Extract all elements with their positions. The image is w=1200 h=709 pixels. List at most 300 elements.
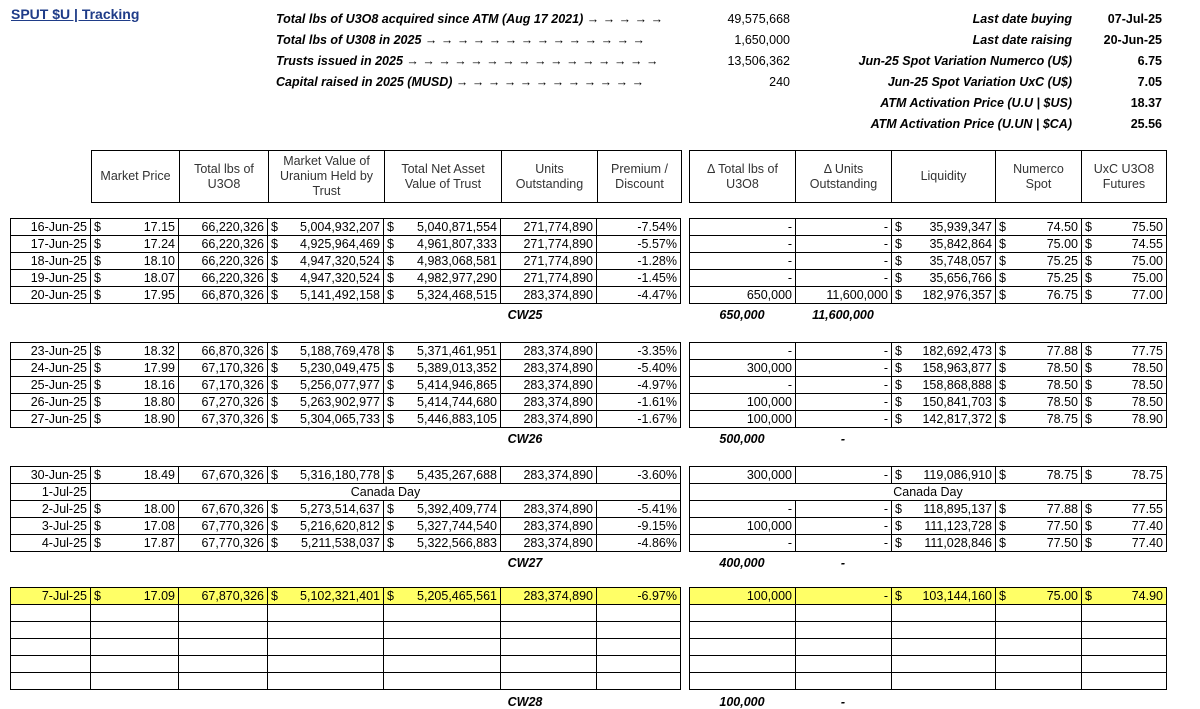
total-lbs-cell[interactable]: 66,220,326 <box>179 270 268 287</box>
market-value-cell[interactable] <box>268 270 384 287</box>
units-cell[interactable]: 283,374,890 <box>501 377 597 394</box>
delta-lbs-cell[interactable]: 650,000 <box>690 287 796 304</box>
holiday-cell[interactable]: Canada Day <box>690 484 1167 501</box>
total-lbs-cell[interactable]: 67,170,326 <box>179 360 268 377</box>
right-summary-value[interactable]: 07-Jul-25 <box>1107 12 1162 26</box>
nav-cell-value: 5,414,744,680 <box>417 395 497 409</box>
nav-cell-value: 5,205,465,561 <box>417 589 497 603</box>
date-cell[interactable]: 30-Jun-25 <box>11 467 91 484</box>
numerco-spot-cell[interactable] <box>996 343 1082 360</box>
delta-units-cell[interactable]: - <box>796 588 892 605</box>
empty-cell[interactable] <box>91 605 179 622</box>
empty-cell[interactable] <box>597 622 681 639</box>
empty-cell[interactable] <box>91 622 179 639</box>
units-cell[interactable]: 283,374,890 <box>501 588 597 605</box>
date-cell[interactable]: 3-Jul-25 <box>11 518 91 535</box>
total-lbs-cell[interactable]: 67,870,326 <box>179 588 268 605</box>
currency-symbol: $ <box>999 344 1006 358</box>
premium-cell[interactable]: -1.28% <box>597 253 681 270</box>
market-price-cell[interactable] <box>91 236 179 253</box>
delta-col-header-0: Δ Total lbs of U3O8 <box>690 151 796 203</box>
right-summary-value[interactable]: 20-Jun-25 <box>1103 33 1162 47</box>
delta-lbs-cell[interactable]: - <box>690 377 796 394</box>
delta-units-cell[interactable]: - <box>796 253 892 270</box>
nav-cell[interactable] <box>384 343 501 360</box>
empty-cell[interactable] <box>597 673 681 690</box>
empty-cell[interactable] <box>501 622 597 639</box>
numerco-spot-cell-value: 77.88 <box>1046 344 1078 358</box>
total-lbs-cell[interactable]: 67,670,326 <box>179 467 268 484</box>
summary-value[interactable]: 240 <box>769 75 790 89</box>
empty-cell[interactable] <box>796 622 892 639</box>
empty-cell[interactable] <box>11 622 91 639</box>
delta-units-cell[interactable]: - <box>796 501 892 518</box>
uxc-futures-cell[interactable] <box>1082 270 1167 287</box>
table-row <box>11 605 681 622</box>
market-price-cell[interactable] <box>91 343 179 360</box>
currency-symbol: $ <box>271 237 278 251</box>
uxc-futures-cell-value: 77.75 <box>1131 344 1163 358</box>
units-cell[interactable]: 271,774,890 <box>501 219 597 236</box>
nav-cell[interactable] <box>384 219 501 236</box>
market-price-cell-value: 18.07 <box>143 271 175 285</box>
nav-cell[interactable] <box>384 394 501 411</box>
market-value-cell-value: 5,304,065,733 <box>300 412 380 426</box>
delta-table-week-CW28 <box>689 587 1167 690</box>
units-cell[interactable]: 271,774,890 <box>501 270 597 287</box>
empty-cell[interactable] <box>179 622 268 639</box>
total-lbs-cell[interactable]: 67,370,326 <box>179 411 268 428</box>
empty-cell[interactable] <box>796 639 892 656</box>
empty-cell[interactable] <box>11 656 91 673</box>
premium-cell[interactable]: -1.45% <box>597 270 681 287</box>
market-value-cell[interactable] <box>268 467 384 484</box>
delta-units-cell[interactable]: - <box>796 394 892 411</box>
empty-cell[interactable] <box>1082 673 1167 690</box>
numerco-spot-cell[interactable] <box>996 501 1082 518</box>
numerco-spot-cell[interactable] <box>996 236 1082 253</box>
empty-cell[interactable] <box>501 656 597 673</box>
date-cell[interactable]: 7-Jul-25 <box>11 588 91 605</box>
numerco-spot-cell[interactable] <box>996 287 1082 304</box>
uxc-futures-cell[interactable] <box>1082 360 1167 377</box>
total-lbs-cell[interactable]: 67,170,326 <box>179 377 268 394</box>
empty-cell[interactable] <box>1082 656 1167 673</box>
delta-lbs-cell[interactable]: 300,000 <box>690 467 796 484</box>
empty-cell[interactable] <box>11 639 91 656</box>
market-price-cell-value: 18.00 <box>143 502 175 516</box>
liquidity-cell[interactable] <box>892 343 996 360</box>
market-value-cell[interactable] <box>268 518 384 535</box>
market-price-cell[interactable] <box>91 360 179 377</box>
table-row <box>11 501 681 518</box>
date-cell[interactable]: 23-Jun-25 <box>11 343 91 360</box>
empty-cell[interactable] <box>690 639 796 656</box>
date-cell[interactable]: 20-Jun-25 <box>11 287 91 304</box>
empty-cell[interactable] <box>268 605 384 622</box>
empty-cell[interactable] <box>91 639 179 656</box>
empty-cell[interactable] <box>996 656 1082 673</box>
delta-lbs-cell[interactable]: - <box>690 535 796 552</box>
nav-cell-value: 4,982,977,290 <box>417 271 497 285</box>
delta-table-week-CW25 <box>689 218 1167 304</box>
premium-cell[interactable]: -7.54% <box>597 219 681 236</box>
delta-units-cell[interactable]: - <box>796 236 892 253</box>
table-row <box>11 377 681 394</box>
nav-cell[interactable] <box>384 270 501 287</box>
total-lbs-cell[interactable]: 66,870,326 <box>179 287 268 304</box>
date-cell[interactable]: 25-Jun-25 <box>11 377 91 394</box>
premium-cell[interactable]: -1.61% <box>597 394 681 411</box>
nav-cell[interactable] <box>384 360 501 377</box>
uxc-futures-cell[interactable] <box>1082 236 1167 253</box>
empty-cell[interactable] <box>796 656 892 673</box>
uxc-futures-cell[interactable] <box>1082 467 1167 484</box>
currency-symbol: $ <box>1085 502 1092 516</box>
currency-symbol: $ <box>1085 468 1092 482</box>
empty-cell[interactable] <box>384 656 501 673</box>
empty-cell[interactable] <box>892 656 996 673</box>
date-cell[interactable]: 27-Jun-25 <box>11 411 91 428</box>
market-value-cell[interactable] <box>268 501 384 518</box>
empty-cell[interactable] <box>91 656 179 673</box>
units-cell[interactable]: 271,774,890 <box>501 253 597 270</box>
market-value-cell-value: 5,211,538,037 <box>300 536 380 550</box>
table-row <box>11 394 681 411</box>
empty-cell[interactable] <box>690 673 796 690</box>
empty-cell[interactable] <box>892 639 996 656</box>
market-price-cell[interactable] <box>91 253 179 270</box>
market-price-cell[interactable] <box>91 219 179 236</box>
table-row <box>11 518 681 535</box>
total-lbs-cell[interactable]: 67,770,326 <box>179 518 268 535</box>
empty-cell[interactable] <box>796 605 892 622</box>
liquidity-cell[interactable] <box>892 588 996 605</box>
uxc-futures-cell-value: 78.50 <box>1131 378 1163 392</box>
numerco-spot-cell-value: 78.50 <box>1046 378 1078 392</box>
empty-cell[interactable] <box>690 656 796 673</box>
liquidity-cell[interactable] <box>892 467 996 484</box>
uxc-futures-cell[interactable] <box>1082 394 1167 411</box>
delta-units-cell[interactable]: - <box>796 360 892 377</box>
week-total-lbs: 100,000 <box>719 694 765 709</box>
empty-cell[interactable] <box>796 673 892 690</box>
delta-units-cell[interactable]: - <box>796 219 892 236</box>
date-cell[interactable]: 17-Jun-25 <box>11 236 91 253</box>
premium-cell[interactable]: -3.35% <box>597 343 681 360</box>
date-cell[interactable]: 2-Jul-25 <box>11 501 91 518</box>
uxc-futures-cell[interactable] <box>1082 219 1167 236</box>
market-price-cell[interactable] <box>91 467 179 484</box>
empty-cell[interactable] <box>501 673 597 690</box>
empty-cell[interactable] <box>384 605 501 622</box>
delta-units-cell[interactable]: - <box>796 411 892 428</box>
uxc-futures-cell[interactable] <box>1082 343 1167 360</box>
delta-lbs-cell[interactable]: - <box>690 501 796 518</box>
empty-cell[interactable] <box>268 639 384 656</box>
delta-lbs-cell[interactable]: - <box>690 236 796 253</box>
liquidity-cell[interactable] <box>892 394 996 411</box>
premium-cell[interactable]: -5.57% <box>597 236 681 253</box>
sheet-title[interactable]: SPUT $U | Tracking <box>11 6 140 22</box>
delta-units-cell[interactable]: - <box>796 343 892 360</box>
liquidity-cell[interactable] <box>892 253 996 270</box>
currency-symbol: $ <box>271 468 278 482</box>
delta-lbs-cell[interactable]: 300,000 <box>690 360 796 377</box>
right-summary-value[interactable]: 7.05 <box>1137 75 1162 89</box>
empty-cell[interactable] <box>996 639 1082 656</box>
nav-cell[interactable] <box>384 236 501 253</box>
empty-cell[interactable] <box>597 605 681 622</box>
empty-cell[interactable] <box>268 622 384 639</box>
market-value-cell[interactable] <box>268 287 384 304</box>
currency-symbol: $ <box>387 395 394 409</box>
delta-lbs-cell[interactable]: - <box>690 219 796 236</box>
delta-units-cell[interactable]: - <box>796 270 892 287</box>
units-cell[interactable]: 283,374,890 <box>501 394 597 411</box>
date-cell[interactable]: 4-Jul-25 <box>11 535 91 552</box>
market-price-cell[interactable] <box>91 287 179 304</box>
delta-units-cell[interactable]: - <box>796 377 892 394</box>
empty-cell[interactable] <box>996 673 1082 690</box>
delta-lbs-cell[interactable]: 100,000 <box>690 411 796 428</box>
liquidity-cell[interactable] <box>892 501 996 518</box>
date-cell[interactable]: 19-Jun-25 <box>11 270 91 287</box>
units-cell[interactable]: 283,374,890 <box>501 360 597 377</box>
nav-cell[interactable] <box>384 411 501 428</box>
date-cell[interactable]: 18-Jun-25 <box>11 253 91 270</box>
market-price-cell[interactable] <box>91 270 179 287</box>
right-summary-value[interactable]: 6.75 <box>1137 54 1162 68</box>
date-cell[interactable]: 16-Jun-25 <box>11 219 91 236</box>
table-row <box>690 467 1167 484</box>
currency-symbol: $ <box>999 412 1006 426</box>
table-row <box>11 270 681 287</box>
market-value-cell[interactable] <box>268 343 384 360</box>
nav-cell[interactable] <box>384 377 501 394</box>
market-price-cell[interactable] <box>91 377 179 394</box>
empty-cell[interactable] <box>11 673 91 690</box>
market-price-cell[interactable] <box>91 411 179 428</box>
uxc-futures-cell[interactable] <box>1082 377 1167 394</box>
empty-cell[interactable] <box>384 673 501 690</box>
premium-cell[interactable]: -1.67% <box>597 411 681 428</box>
total-lbs-cell[interactable]: 67,270,326 <box>179 394 268 411</box>
delta-lbs-cell[interactable]: 100,000 <box>690 394 796 411</box>
numerco-spot-cell[interactable] <box>996 394 1082 411</box>
premium-cell[interactable]: -5.40% <box>597 360 681 377</box>
numerco-spot-cell[interactable] <box>996 535 1082 552</box>
empty-cell[interactable] <box>1082 605 1167 622</box>
units-cell[interactable]: 283,374,890 <box>501 343 597 360</box>
premium-cell[interactable]: -4.86% <box>597 535 681 552</box>
uxc-futures-cell[interactable] <box>1082 518 1167 535</box>
empty-cell[interactable] <box>91 673 179 690</box>
empty-cell[interactable] <box>1082 622 1167 639</box>
summary-value[interactable]: 49,575,668 <box>727 12 790 26</box>
liquidity-cell[interactable] <box>892 219 996 236</box>
empty-cell[interactable] <box>179 673 268 690</box>
table-row <box>11 588 681 605</box>
uxc-futures-cell[interactable] <box>1082 501 1167 518</box>
market-price-cell[interactable] <box>91 588 179 605</box>
holiday-cell[interactable]: Canada Day <box>91 484 681 501</box>
nav-cell[interactable] <box>384 467 501 484</box>
liquidity-cell-value: 158,868,888 <box>922 378 992 392</box>
empty-cell[interactable] <box>1082 639 1167 656</box>
empty-cell[interactable] <box>179 656 268 673</box>
premium-cell[interactable]: -3.60% <box>597 467 681 484</box>
numerco-spot-cell-value: 75.00 <box>1046 237 1078 251</box>
numerco-spot-cell[interactable] <box>996 518 1082 535</box>
market-value-cell[interactable] <box>268 253 384 270</box>
premium-cell[interactable]: -4.97% <box>597 377 681 394</box>
currency-symbol: $ <box>94 519 101 533</box>
total-lbs-cell[interactable]: 67,670,326 <box>179 501 268 518</box>
market-price-cell[interactable] <box>91 518 179 535</box>
liquidity-cell[interactable] <box>892 535 996 552</box>
market-price-cell[interactable] <box>91 501 179 518</box>
market-value-cell-value: 4,947,320,524 <box>300 271 380 285</box>
summary-value[interactable]: 1,650,000 <box>734 33 790 47</box>
numerco-spot-cell[interactable] <box>996 253 1082 270</box>
empty-cell[interactable] <box>501 605 597 622</box>
liquidity-cell[interactable] <box>892 411 996 428</box>
date-cell[interactable]: 26-Jun-25 <box>11 394 91 411</box>
numerco-spot-cell[interactable] <box>996 588 1082 605</box>
nav-cell[interactable] <box>384 535 501 552</box>
nav-cell[interactable] <box>384 518 501 535</box>
currency-symbol: $ <box>271 589 278 603</box>
delta-units-cell[interactable]: - <box>796 535 892 552</box>
empty-cell[interactable] <box>996 622 1082 639</box>
numerco-spot-cell[interactable] <box>996 360 1082 377</box>
nav-cell[interactable] <box>384 501 501 518</box>
units-cell[interactable]: 271,774,890 <box>501 236 597 253</box>
numerco-spot-cell[interactable] <box>996 467 1082 484</box>
liquidity-cell[interactable] <box>892 270 996 287</box>
premium-cell[interactable]: -9.15% <box>597 518 681 535</box>
market-value-cell[interactable] <box>268 394 384 411</box>
uxc-futures-cell-value: 77.00 <box>1131 288 1163 302</box>
market-value-cell[interactable] <box>268 360 384 377</box>
liquidity-cell[interactable] <box>892 287 996 304</box>
currency-symbol: $ <box>999 288 1006 302</box>
uxc-futures-cell[interactable] <box>1082 535 1167 552</box>
market-value-cell[interactable] <box>268 535 384 552</box>
total-lbs-cell[interactable]: 66,220,326 <box>179 219 268 236</box>
empty-cell[interactable] <box>384 622 501 639</box>
empty-cell[interactable] <box>892 605 996 622</box>
uxc-futures-cell[interactable] <box>1082 253 1167 270</box>
empty-cell[interactable] <box>179 605 268 622</box>
delta-lbs-cell[interactable]: 100,000 <box>690 588 796 605</box>
uxc-futures-cell[interactable] <box>1082 287 1167 304</box>
delta-lbs-cell[interactable]: - <box>690 253 796 270</box>
market-value-cell[interactable] <box>268 411 384 428</box>
delta-units-cell[interactable]: 11,600,000 <box>796 287 892 304</box>
empty-cell[interactable] <box>996 605 1082 622</box>
liquidity-cell[interactable] <box>892 518 996 535</box>
empty-cell[interactable] <box>179 639 268 656</box>
empty-cell[interactable] <box>690 605 796 622</box>
premium-cell[interactable]: -4.47% <box>597 287 681 304</box>
premium-cell[interactable]: -6.97% <box>597 588 681 605</box>
market-price-cell-value: 18.16 <box>143 378 175 392</box>
total-lbs-cell[interactable]: 66,220,326 <box>179 253 268 270</box>
delta-units-cell[interactable]: - <box>796 518 892 535</box>
market-price-cell[interactable] <box>91 394 179 411</box>
delta-units-cell[interactable]: - <box>796 467 892 484</box>
liquidity-cell[interactable] <box>892 236 996 253</box>
market-value-cell[interactable] <box>268 236 384 253</box>
empty-cell[interactable] <box>501 639 597 656</box>
uxc-futures-cell[interactable] <box>1082 588 1167 605</box>
nav-cell-value: 5,389,013,352 <box>417 361 497 375</box>
empty-cell[interactable] <box>597 639 681 656</box>
empty-cell[interactable] <box>384 639 501 656</box>
uxc-futures-cell[interactable] <box>1082 411 1167 428</box>
empty-cell[interactable] <box>268 673 384 690</box>
numerco-spot-cell[interactable] <box>996 270 1082 287</box>
date-cell[interactable]: 24-Jun-25 <box>11 360 91 377</box>
empty-cell[interactable] <box>892 673 996 690</box>
numerco-spot-cell[interactable] <box>996 411 1082 428</box>
table-row <box>690 639 1167 656</box>
summary-value[interactable]: 13,506,362 <box>727 54 790 68</box>
nav-cell[interactable] <box>384 287 501 304</box>
liquidity-cell[interactable] <box>892 377 996 394</box>
numerco-spot-cell-value: 74.50 <box>1046 220 1078 234</box>
market-value-cell[interactable] <box>268 588 384 605</box>
market-value-cell[interactable] <box>268 377 384 394</box>
numerco-spot-cell[interactable] <box>996 377 1082 394</box>
delta-lbs-cell[interactable]: - <box>690 343 796 360</box>
currency-symbol: $ <box>895 395 902 409</box>
date-cell[interactable]: 1-Jul-25 <box>11 484 91 501</box>
right-summary-value[interactable]: 18.37 <box>1130 96 1162 110</box>
units-cell[interactable]: 283,374,890 <box>501 501 597 518</box>
numerco-spot-cell-value: 77.50 <box>1046 519 1078 533</box>
empty-cell[interactable] <box>597 656 681 673</box>
delta-lbs-cell[interactable]: - <box>690 270 796 287</box>
nav-cell[interactable] <box>384 588 501 605</box>
market-value-cell[interactable] <box>268 219 384 236</box>
numerco-spot-cell[interactable] <box>996 219 1082 236</box>
table-row <box>11 411 681 428</box>
total-lbs-cell[interactable]: 66,220,326 <box>179 236 268 253</box>
currency-symbol: $ <box>94 412 101 426</box>
empty-cell[interactable] <box>892 622 996 639</box>
units-cell[interactable]: 283,374,890 <box>501 518 597 535</box>
empty-cell[interactable] <box>690 622 796 639</box>
premium-cell[interactable]: -5.41% <box>597 501 681 518</box>
market-price-cell[interactable] <box>91 535 179 552</box>
units-cell[interactable]: 283,374,890 <box>501 535 597 552</box>
units-cell[interactable]: 283,374,890 <box>501 411 597 428</box>
empty-cell[interactable] <box>11 605 91 622</box>
empty-cell[interactable] <box>268 656 384 673</box>
total-lbs-cell[interactable]: 67,770,326 <box>179 535 268 552</box>
total-lbs-cell[interactable]: 66,870,326 <box>179 343 268 360</box>
units-cell[interactable]: 283,374,890 <box>501 287 597 304</box>
nav-cell[interactable] <box>384 253 501 270</box>
week-label: CW26 <box>507 432 543 446</box>
delta-lbs-cell[interactable]: 100,000 <box>690 518 796 535</box>
right-summary-value[interactable]: 25.56 <box>1130 117 1162 131</box>
liquidity-cell[interactable] <box>892 360 996 377</box>
units-cell[interactable]: 283,374,890 <box>501 467 597 484</box>
